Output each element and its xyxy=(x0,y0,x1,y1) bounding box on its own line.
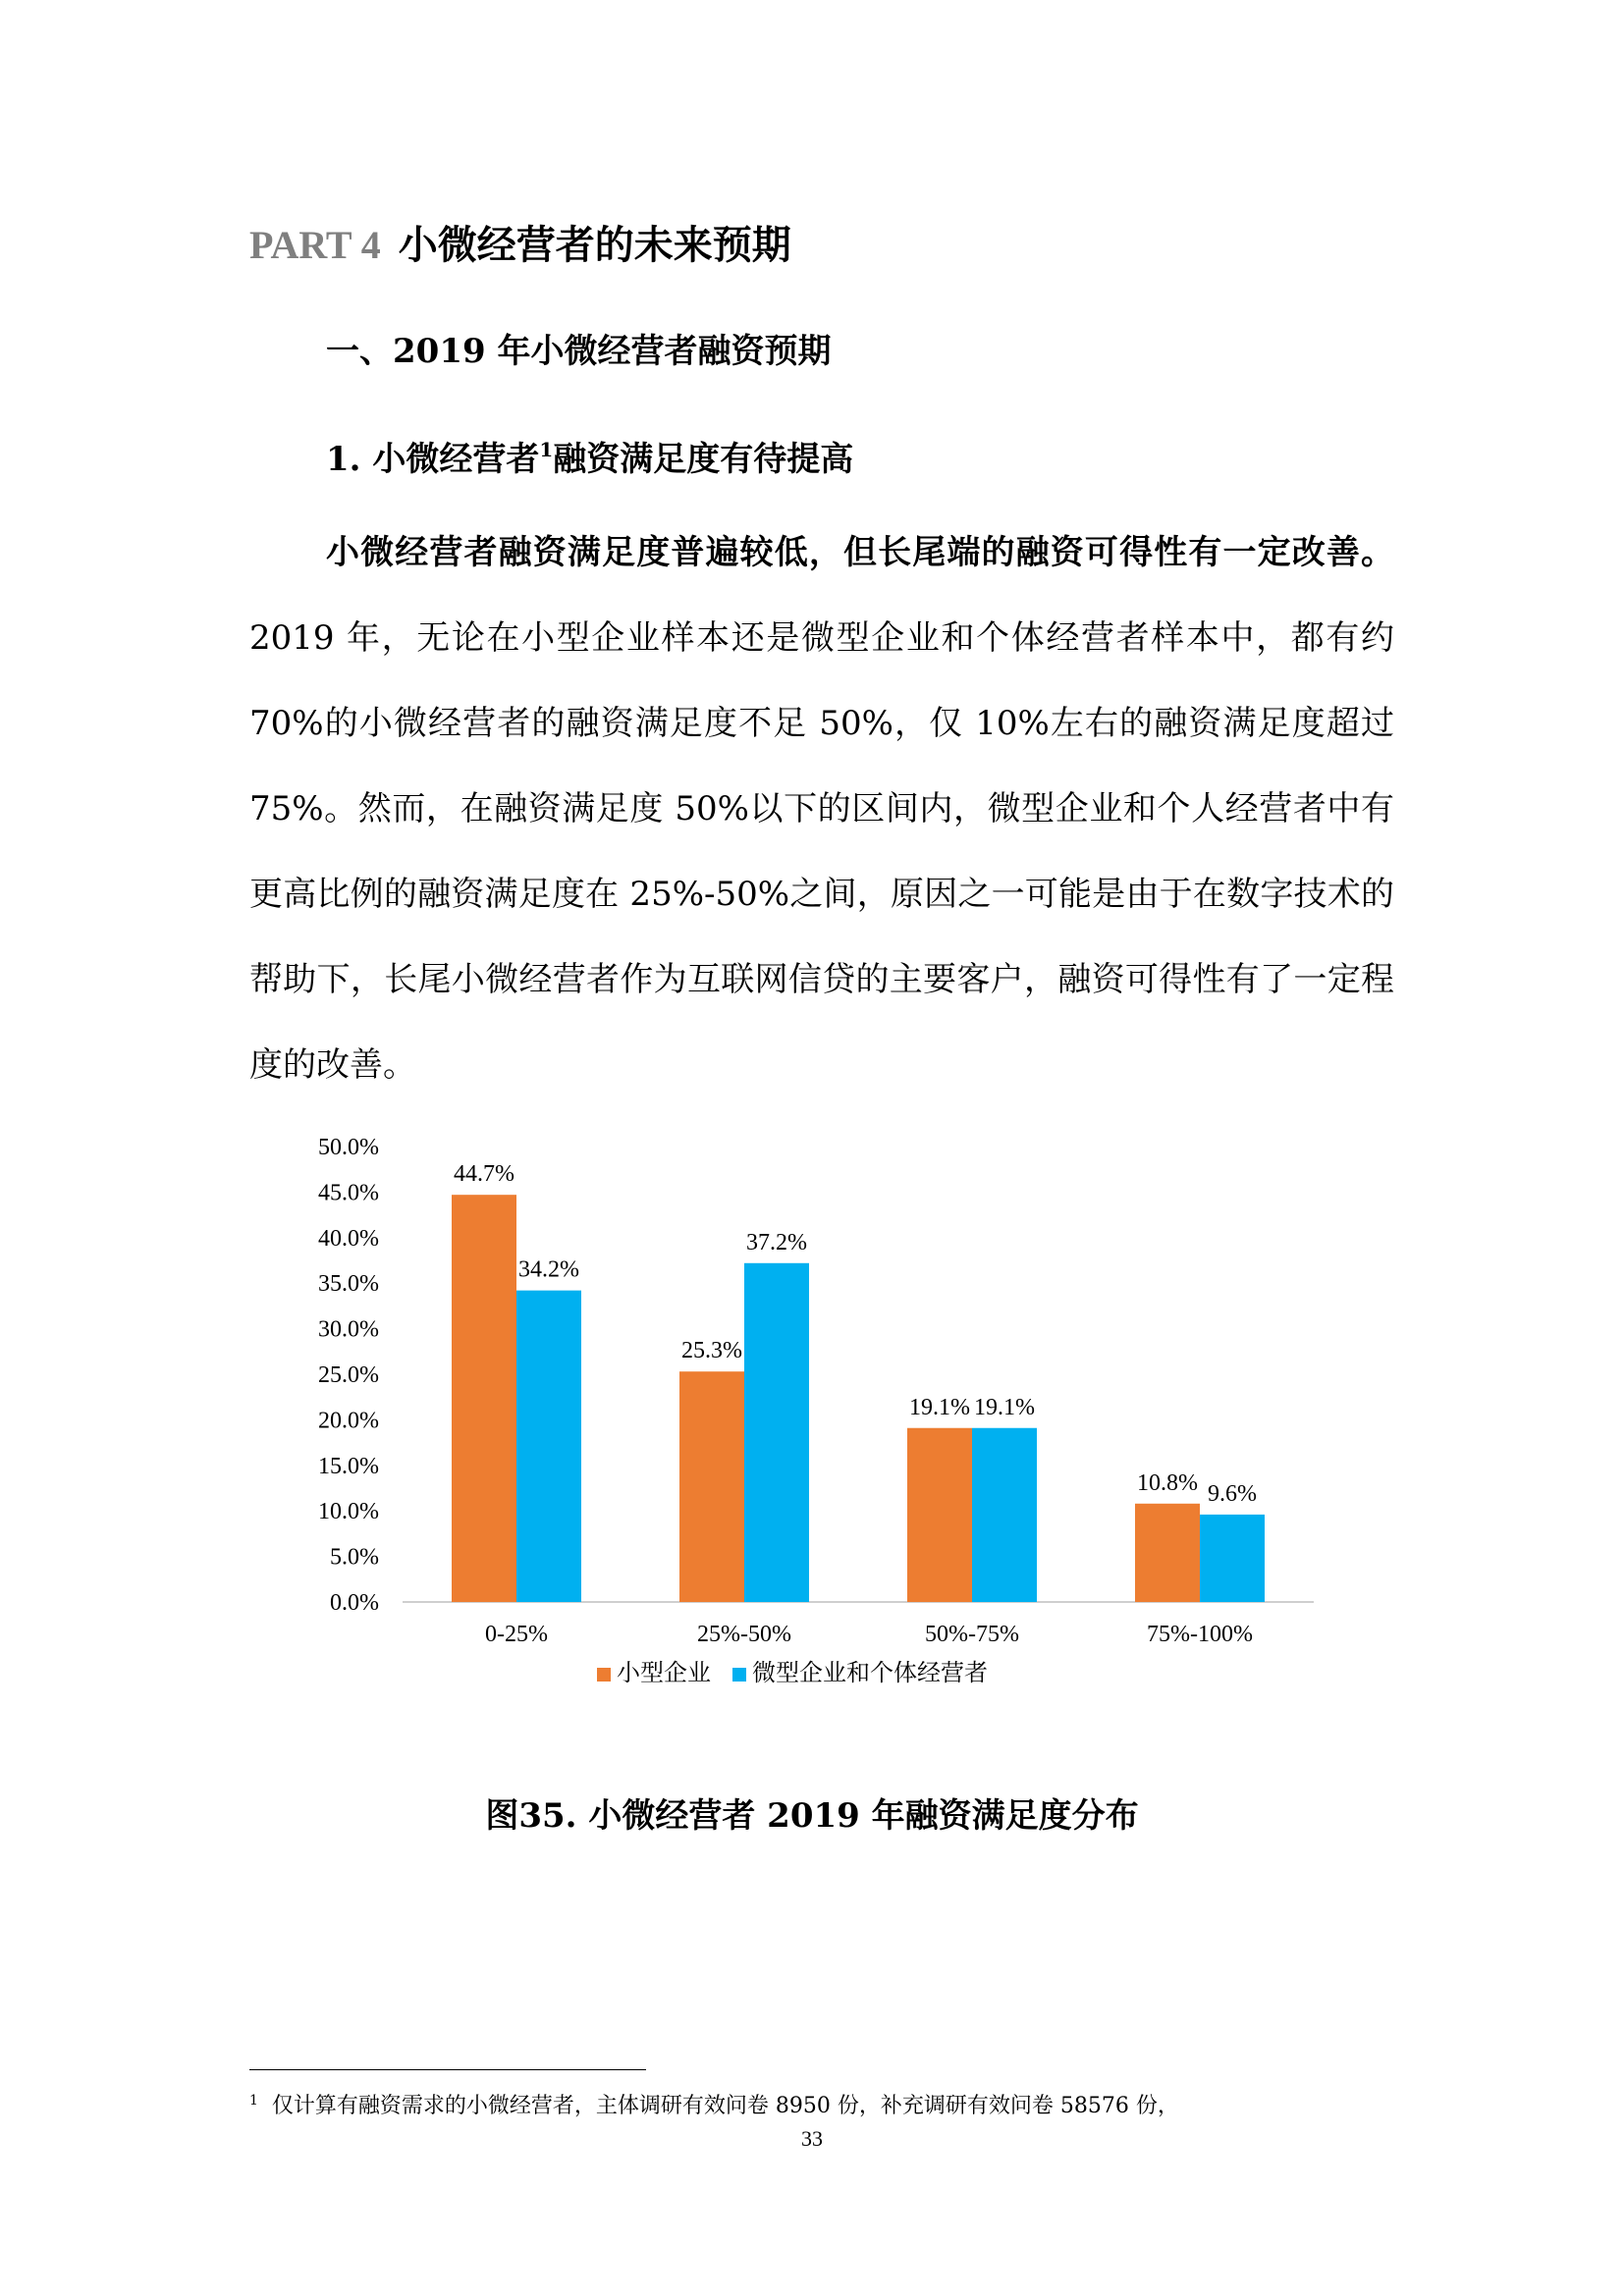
bar-micro xyxy=(516,1291,581,1602)
paragraph-lead: 小微经营者融资满足度普遍较低，但长尾端的融资可得性有一定改善。 xyxy=(326,533,1394,572)
data-label: 34.2% xyxy=(518,1256,579,1283)
x-tick-label: 75%-100% xyxy=(1147,1622,1253,1647)
bar-chart xyxy=(285,1119,1345,1728)
legend-swatch xyxy=(732,1668,746,1682)
bar-micro xyxy=(744,1263,809,1602)
bar-micro xyxy=(972,1428,1037,1602)
section-title: 一、2019 年小微经营者融资预期 xyxy=(326,332,832,371)
legend-entry: 小型企业 xyxy=(617,1661,711,1686)
y-tick-label: 20.0% xyxy=(318,1408,379,1434)
y-tick-label: 0.0% xyxy=(330,1590,379,1616)
data-label: 19.1% xyxy=(974,1394,1035,1420)
y-tick-label: 5.0% xyxy=(330,1544,379,1571)
legend-entry: 微型企业和个体经营者 xyxy=(752,1661,988,1686)
bar-small xyxy=(1135,1504,1200,1602)
footnote-text: 仅计算有融资需求的小微经营者，主体调研有效问卷 8950 份，补充调研有效问卷 58576 份， xyxy=(271,2094,1179,2118)
figure-caption: 图35. 小微经营者 2019 年融资满足度分布 xyxy=(485,1796,1139,1836)
subsection-title-main: 1. 小微经营者 xyxy=(326,440,540,479)
footnote-rule xyxy=(249,2069,646,2070)
footnote-ref: 1 xyxy=(539,438,554,461)
y-tick-label: 35.0% xyxy=(318,1271,379,1298)
data-label: 44.7% xyxy=(454,1161,514,1188)
y-tick-label: 15.0% xyxy=(318,1453,379,1479)
y-tick-label: 25.0% xyxy=(318,1362,379,1388)
y-tick-label: 40.0% xyxy=(318,1225,379,1252)
bar-small xyxy=(679,1371,744,1602)
page-number: 33 xyxy=(801,2126,823,2151)
data-label: 25.3% xyxy=(681,1338,742,1364)
data-label: 9.6% xyxy=(1208,1480,1257,1507)
x-tick-label: 25%-50% xyxy=(697,1622,791,1647)
y-tick-label: 45.0% xyxy=(318,1180,379,1206)
bar-micro xyxy=(1200,1515,1265,1602)
footnote xyxy=(249,2089,1179,2119)
subsection-title-rest: 融资满足度有待提高 xyxy=(553,440,854,479)
part-title xyxy=(249,214,791,270)
legend-swatch xyxy=(597,1668,611,1682)
bar-small xyxy=(452,1195,516,1602)
data-label: 37.2% xyxy=(746,1229,807,1255)
part-label: PART 4 xyxy=(249,223,381,267)
subsection-title xyxy=(326,432,853,480)
data-label: 19.1% xyxy=(909,1394,970,1420)
x-tick-label: 50%-75% xyxy=(925,1622,1019,1647)
y-tick-label: 10.0% xyxy=(318,1499,379,1525)
bar-small xyxy=(907,1428,972,1602)
body-paragraph xyxy=(249,510,1394,1108)
footnote-mark: 1 xyxy=(249,2093,258,2109)
part-heading: 小微经营者的未来预期 xyxy=(398,222,791,268)
x-tick-label: 0-25% xyxy=(485,1622,548,1647)
data-label: 10.8% xyxy=(1137,1469,1198,1496)
y-tick-label: 30.0% xyxy=(318,1316,379,1343)
y-tick-label: 50.0% xyxy=(318,1135,379,1160)
paragraph-body: 2019 年，无论在小型企业样本还是微型企业和个体经营者样本中，都有约 70%的小微经营者的融资满足度不足 50%，仅 10%左右的融资满足度超过 75%。然而，在融资满足度 50%以下的区间内，微型企业和个人经营者中有更高比例的融资满足度在 25%-50%之间，原因之一可能是由于在数字技术的帮助下，长尾小微经营者作为互联网信贷的主要客户，融资可得性有了一定程度的改善。 xyxy=(249,618,1394,1085)
